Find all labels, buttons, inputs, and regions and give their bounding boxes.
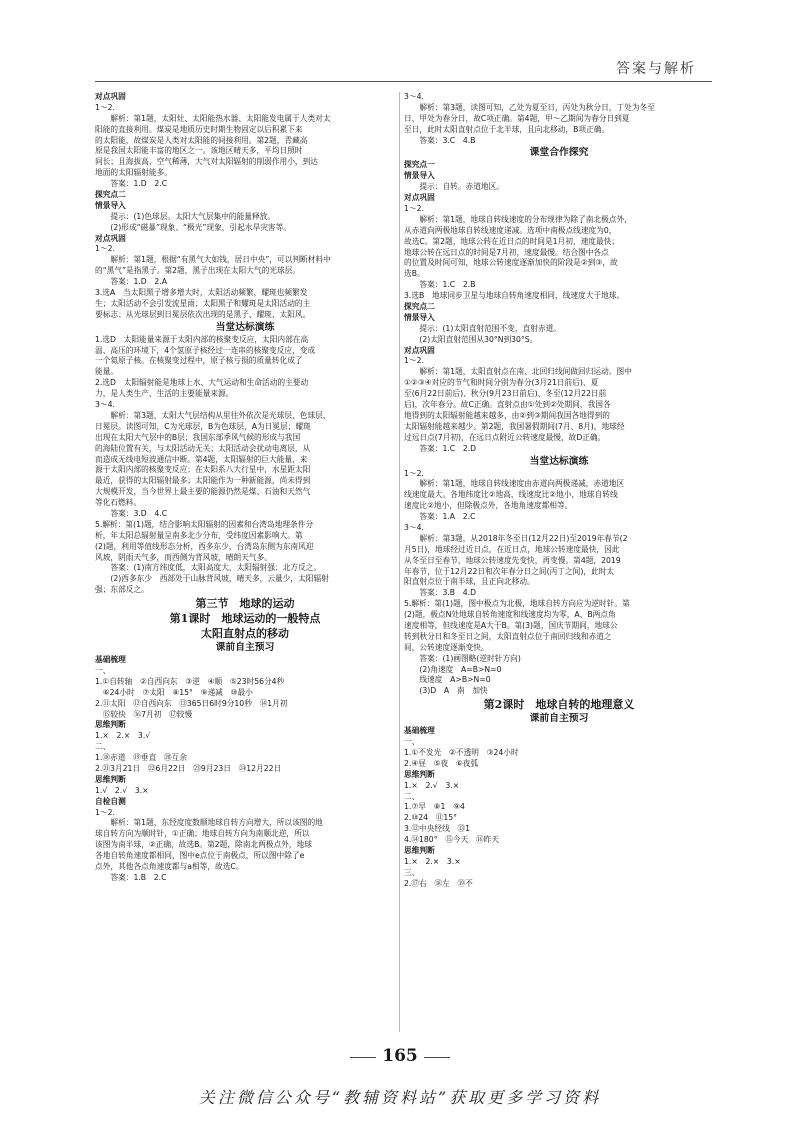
text-line: (2)太阳直射范围从30°N到30°S。 — [404, 334, 538, 344]
footer-note: 关注微信公众号“教辅资料站”获取更多学习资料 — [198, 1088, 602, 1107]
text-line: (2)角速度 A=B>N=0 — [404, 664, 502, 674]
subsection-label: 思维判断 — [404, 846, 435, 855]
text-line: 间，公转速度逐渐变快。 — [404, 642, 489, 652]
text-line: 而造成无线电短波通信中断。第4题，太阳辐射的巨大能量，来 — [95, 454, 308, 464]
text-line: (3)D A 南 加快 — [404, 686, 488, 696]
subsection-label: 探究点二 — [404, 302, 435, 312]
text-line: 2.选D 太阳辐射能是地球上水、大气运动和生命活动的主要动 — [95, 378, 309, 388]
text-line: 要标志；从光球层到日冕层依次出现的是黑子、耀斑、太阳风。 — [95, 309, 311, 319]
section-heading: 第2课时 地球自转的地理意义 — [483, 698, 635, 712]
text-line: 地球公转在远日点的时间是7月初，速度最慢。结合图中各点 — [404, 247, 609, 257]
text-line: 的“黑气”是指黑子。第2题，黑子出现在太阳大气的光球层。 — [95, 266, 301, 276]
subsection-label: 情景导入 — [404, 171, 435, 181]
text-line: 太阳辐射能越来越少。第2题，我国暑假期间(7月、8月)，地球经 — [404, 421, 625, 431]
text-line: 速度比②地小，但除极点外，各地角速度都相等。 — [404, 501, 573, 511]
text-line: 球自转方向为顺时针，①正确；地球自转方向为南顺北逆，所以 — [95, 829, 310, 839]
section-heading: 第三节 地球的运动 — [195, 597, 295, 611]
text-line: 二、 — [404, 791, 420, 801]
text-line: 年春节，位于12月22日和次年春分日之间(丙丁之间)，此时太 — [404, 566, 615, 576]
text-line: 间长；且海拔高，空气稀薄，大气对太阳辐射的削弱作用小，到达 — [95, 157, 318, 167]
text-line: (2)题，利用等值线形态分析，西多东少，台湾岛东侧为东南风迎 — [95, 541, 314, 551]
text-line: (2)形成“磁暴”现象、“极光”现象，引起水旱灾害等。 — [95, 222, 291, 232]
text-line: 的位置及时间可知，地球公转速度逐渐加快的阶段是②到③，故 — [404, 258, 618, 268]
text-line: 月5日)，地球经过近日点，在近日点，地球公转速度最快，因此 — [404, 544, 620, 554]
text-line: 二、 — [95, 742, 111, 752]
text-line: 2.㉑3月21日 ㉒6月22日 ㉓9月23日 ㉔12月22日 — [95, 763, 282, 773]
text-line: 至日，此时太阳直射点位于北半球，且向北移动，B项正确。 — [404, 124, 610, 134]
text-line: 速度相等，但线速度是A大于B。第(3)题，国庆节期间，地球公 — [404, 620, 618, 630]
text-line: 3～4. — [404, 522, 424, 532]
text-line: 该图为南半球，②正确，故选B。第2题，除南北两极点外，地球 — [95, 840, 312, 850]
text-line: ⑥24小时 ⑦太阳 ⑧15° ⑨递减 ⑩最小 — [95, 687, 253, 697]
text-line: 能量。 — [95, 367, 119, 377]
section-heading: 太阳直射点的移动 — [201, 627, 289, 641]
text-line: 2.⑰右 ⑱左 ⑲不 — [404, 878, 473, 888]
text-line: ⑮较快 ⑯7月初 ⑰较慢 — [95, 709, 193, 719]
section-heading: 课前自主预习 — [529, 713, 589, 725]
text-line: 3.⑫中央经线 ⑬1 — [404, 824, 471, 834]
text-line: 1.× 2.× 3.× — [404, 856, 461, 866]
text-line: 提示：(1)色球层。太阳大气层集中的能量释放。 — [95, 211, 276, 221]
subsection-label: 对点巩固 — [404, 193, 435, 203]
subsection-label: 思维判断 — [95, 774, 126, 784]
subsection-label: 探究点二 — [95, 190, 126, 200]
text-line: 转到秋分日和冬至日之间，太阳直射点位于南回归线和赤道之 — [404, 631, 612, 641]
text-line: 生；太阳活动不会引发流星雨；太阳黑子和耀斑是太阳活动的主 — [95, 298, 311, 308]
text-line: 大规模开发，当今世界上最主要的能源仍然是煤、石油和天然气 — [95, 487, 311, 497]
text-line: 析，年太阳总辐射量呈南多北少分布，受纬度因素影响大。第 — [95, 530, 303, 540]
text-line: 线速度 A>B>N=0 — [404, 675, 491, 685]
text-line: 3～4. — [404, 92, 424, 101]
subsection-label: 对点巩固 — [95, 92, 126, 101]
text-line: 解析：第1题，地球自转线速度由赤道向两极递减，赤道地区 — [404, 479, 625, 489]
text-line: 力，是人类生产、生活的主要能量来源。 — [95, 389, 234, 399]
text-line: 1.× 2.√ 3.× — [404, 780, 460, 790]
text-line: 答案：1.D 2.A — [95, 277, 167, 287]
text-line: 解析：第1题，太阳灶、太阳能热水器、太阳能发电属于人类对太 — [95, 113, 331, 123]
text-line: 阳能的直接利用。煤炭是地质历史时期生物固定以后积累下来 — [95, 124, 303, 134]
subsection-label: 思维判断 — [95, 720, 126, 730]
text-line: 点外，其他各点角速度都与a相等，故选C。 — [95, 862, 244, 871]
text-line: 5.解析：第(1)题，结合影响太阳辐射的因素和台湾岛地理条件分 — [95, 519, 314, 529]
subsection-label: 对点巩固 — [404, 345, 435, 355]
page-header-label: 答案与解析 — [616, 61, 696, 77]
text-line: 答案：1.A 2.C — [404, 512, 476, 522]
subsection-label: 思维判断 — [404, 769, 435, 779]
text-line: 从赤道向两极地球自转线速度递减。选项中南极点线速度为0， — [404, 225, 617, 235]
text-line: 从冬至日至春节，地球公转速度先变快，再变慢。第4题，2019 — [404, 555, 621, 565]
text-line: 3.选B 地球同步卫星与地球自转角速度相同，线速度大于地球。 — [404, 291, 625, 301]
section-heading: 第1课时 地球运动的一般特点 — [169, 612, 321, 626]
text-line: 1～2. — [404, 468, 424, 478]
text-line: 2.⑪太阳 ⑫自西向东 ⑬365日6时9分10秒 ⑭1月初 — [95, 698, 288, 708]
text-line: 答案：1.C 2.D — [404, 443, 477, 453]
text-line: ①②③④对应的节气和时间分别为春分(3月21日前后)、夏 — [404, 378, 599, 388]
text-line: 一、 — [404, 737, 420, 747]
text-line: 1.× 2.× 3.√ — [95, 731, 151, 741]
text-line: 强；东部反之。 — [95, 585, 149, 595]
text-line: 1～2. — [95, 807, 115, 817]
text-line: 三、 — [404, 867, 420, 877]
subsection-label: 情景导入 — [95, 200, 126, 210]
text-line: 解析：第1题，根据“有黑气大如钱，居日中央”，可以判断材料中 — [95, 255, 331, 265]
subsection-label: 探究点一 — [404, 160, 435, 170]
text-line: 至(6月22日前后)、秋分(9月23日前后)、冬至(12月22日前 — [404, 389, 607, 399]
subsection-label: 对点巩固 — [95, 233, 126, 243]
text-line: 出现在太阳大气层中的B层；我国东部季风气候的形成与我国 — [95, 432, 301, 442]
text-line: 1～2. — [404, 204, 424, 214]
text-line: 4.⑭180° ⑮今天 ⑯昨天 — [404, 835, 500, 845]
text-line: 1.⑦早 ⑧1 ⑨4 — [404, 802, 465, 812]
text-line: 答案：3.D 4.C — [95, 508, 168, 518]
text-line: 3～4. — [95, 400, 115, 410]
text-line: 过远日点(7月初)，在远日点附近公转速度最慢，故D正确。 — [404, 432, 606, 442]
section-heading: 课前自主预习 — [215, 642, 275, 654]
text-line: 线速度最大。各地纬度比②地高，线速度比②地小，地球自转线 — [404, 490, 618, 500]
text-line: 1.√ 2.√ 3.× — [95, 785, 149, 795]
text-line: 原是我国太阳能丰富的地区之一。该地区晴天多，平均日照时 — [95, 146, 303, 156]
text-line: 故选C。第2题，地球公转在近日点的时间是1月初，速度最快； — [404, 236, 620, 246]
text-line: 答案：(1)画图略(逆时针方向) — [404, 653, 521, 663]
text-line: 5.解析：第(1)题，图中极点为北极，地球自转方向应为逆时针。第 — [404, 599, 630, 609]
text-line: 提示：(1)太阳直射范围不变，直射赤道。 — [404, 323, 561, 333]
text-line: 2.⑩24 ⑪15° — [404, 813, 458, 823]
subsection-label: 自检自测 — [95, 796, 126, 806]
text-line: 提示：自转。赤道地区。 — [404, 182, 504, 192]
text-line: 地面的太阳辐射能多。 — [95, 168, 172, 178]
text-line: 各地自转角速度都相同，图中e点位于南极点，所以图中除了e — [95, 851, 305, 861]
text-line: 1.选D 太阳能量来源于太阳内部的核聚变反应，太阳内部在高 — [95, 334, 309, 344]
text-line: 的太阳能，故煤炭是人类对太阳能的间接利用。第2题，青藏高 — [95, 135, 308, 145]
text-line: 解析：第3题，从2018年冬至日(12月22日)至2019年春节(2 — [404, 533, 628, 543]
section-heading: 当堂达标演练 — [215, 321, 275, 333]
text-line: (2)题，极点N处地球自转角速度和线速度均为零，A、B两点角 — [404, 610, 616, 620]
section-heading: 当堂达标演练 — [529, 455, 589, 467]
text-line: 解析：第3题，读图可知，乙处为夏至日，丙处为秋分日，丁处为冬至 — [404, 102, 655, 112]
text-line: 风坡，阴雨天气多，而西侧为背风坡，晴朗天气多。 — [95, 552, 272, 562]
page-number: 165 — [382, 1046, 418, 1066]
right-column — [404, 92, 714, 890]
text-line: 1～2. — [404, 356, 424, 366]
text-line: (2)西多东少 西部处于山脉背风坡，晴天多，云量少，太阳辐射 — [95, 574, 329, 584]
text-line: 日，甲处为春分日，故C项正确。第4题，甲～乙期间为春分日到夏 — [404, 113, 630, 123]
text-line: 1.①自转轴 ②自西向东 ③逆 ④顺 ⑤23时56分4秒 — [95, 676, 285, 686]
column-divider — [399, 92, 400, 1032]
text-line: 后)，次年春分。故C正确。直射点由①处到②处期间，我国各 — [404, 400, 611, 410]
text-line: 答案：1.B 2.C — [95, 872, 167, 882]
text-line: 一、 — [95, 665, 111, 675]
header-rule — [95, 81, 712, 82]
text-line: 1.①不发光 ②不透明 ③24小时 — [404, 747, 519, 757]
subsection-label: 基础梳理 — [404, 726, 435, 736]
text-line: 选B。 — [404, 269, 425, 279]
text-line: 解析：第1题，太阳直射点在南、北回归线间做回归运动。图中 — [404, 367, 632, 377]
text-line: 源于太阳内部的核聚变反应；在太阳系八大行星中，水星距太阳 — [95, 465, 311, 475]
text-line: 答案：(1)南方纬度低，太阳高度大，太阳辐射强；北方反之。 — [95, 563, 322, 573]
text-line: 解析：第1题，东经度度数顺地球自转方向增大，所以该图的地 — [95, 818, 323, 828]
text-line: 1.⑱赤道 ⑲垂直 ⑳互余 — [95, 753, 187, 763]
text-line: 阳直射点位于南半球，且正向北移动。 — [404, 577, 535, 587]
text-line: 最近，获得的太阳辐射最多；太阳能作为一种新能源，尚未得到 — [95, 476, 311, 486]
text-line: 2.④昼 ⑤夜 ⑥夜弧 — [404, 758, 479, 768]
text-line: 1～2. — [95, 102, 115, 112]
text-line: 答案：1.D 2.C — [95, 179, 168, 189]
text-line: 解析：第3题，太阳大气层结构从里往外依次是光球层、色球层、 — [95, 410, 331, 420]
text-line: 1～2. — [95, 244, 115, 254]
text-line: 地得到的太阳辐射能越来越多，由②到③期间我国各地得到的 — [404, 410, 610, 420]
text-line: 答案：1.C 2.B — [404, 280, 476, 290]
text-line: 的海陆位置有关，与太阳活动无关；太阳活动会扰动电离层，从 — [95, 443, 311, 453]
section-heading: 课堂合作探究 — [529, 147, 589, 159]
text-line: 答案：3.B 4.D — [404, 588, 476, 598]
text-line: 解析：第1题，地球自转线速度的分布规律为除了南北极点外， — [404, 214, 632, 224]
left-column — [95, 92, 395, 884]
text-line: 日冕层。读图可知，C为光球层，B为色球层，A为日冕层；耀斑 — [95, 421, 311, 431]
text-line: 温、高压的环境下，4个氢原子核经过一连串的核聚变反应，变成 — [95, 345, 316, 355]
subsection-label: 基础梳理 — [95, 655, 126, 665]
subsection-label: 情景导入 — [404, 312, 435, 322]
text-line: 一个氦原子核。在核聚变过程中，原子核亏损的质量转化成了 — [95, 356, 303, 366]
page-number-rule-right — [424, 1057, 450, 1058]
text-line: 等化石燃料。 — [95, 498, 142, 508]
text-line: 3.选A 当太阳黑子增多增大时，太阳活动频繁，耀斑也频繁发 — [95, 288, 308, 298]
text-line: 答案：3.C 4.B — [404, 135, 476, 145]
